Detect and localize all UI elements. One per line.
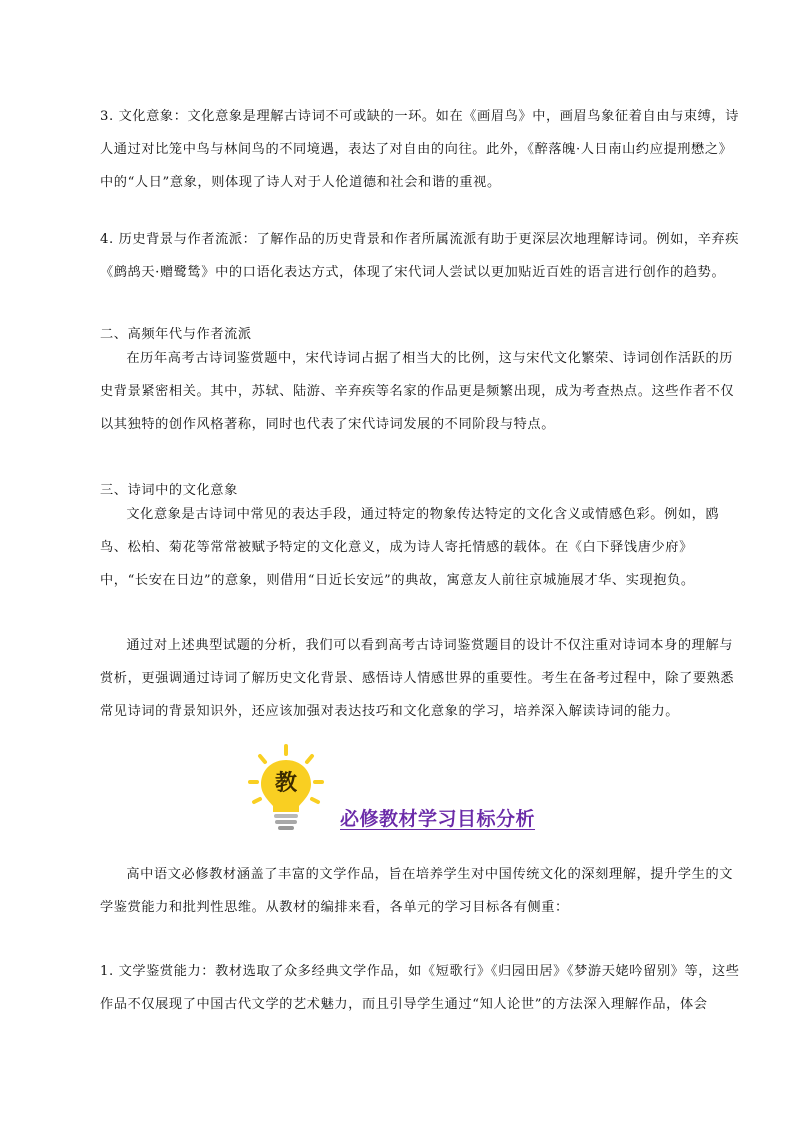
lightbulb-icon bbox=[246, 744, 326, 834]
section-heading-3: 三、诗词中的文化意象 bbox=[100, 483, 238, 498]
paragraph-literary-appreciation: 1. 文学鉴赏能力：教材选取了众多经典文学作品，如《短歌行》《归园田居》《梦游天姥吟留别》等，这些作品不仅展现了中国古代文学的艺术魅力，而且引导学生通过“知人论世”的方法深入理解作品，体会 bbox=[100, 964, 740, 1012]
paragraph-history-school: 4. 历史背景与作者流派：了解作品的历史背景和作者所属流派有助于更深层次地理解诗词。例如，辛弃疾《鹧鸪天·赠鹭鸶》中的口语化表达方式，体现了宋代词人尝试以更加贴近百姓的语言进行创作的趋势。 bbox=[100, 232, 740, 280]
paragraph-cultural-image: 3. 文化意象：文化意象是理解古诗词不可或缺的一环。如在《画眉鸟》中，画眉鸟象征着自由与束缚，诗人通过对比笼中鸟与林间鸟的不同境遇，表达了对自由的向往。此外，《醉落魄·人日南山约应提刑懋之》中的“人日”意象，则体现了诗人对于人伦道德和社会和谐的重视。 bbox=[100, 109, 740, 190]
bulb-character: 教 bbox=[274, 771, 297, 796]
section-banner bbox=[246, 744, 586, 840]
paragraph-textbook-intro: 高中语文必修教材涵盖了丰富的文学作品，旨在培养学生对中国传统文化的深刻理解，提升学生的文学鉴赏能力和批判性思维。从教材的编排来看，各单元的学习目标各有侧重： bbox=[100, 867, 734, 915]
section-heading-2: 二、高频年代与作者流派 bbox=[100, 327, 252, 342]
paragraph-section-2: 在历年高考古诗词鉴赏题中，宋代诗词占据了相当大的比例，这与宋代文化繁荣、诗词创作活跃的历史背景紧密相关。其中，苏轼、陆游、辛弃疾等名家的作品更是频繁出现，成为考查热点。这些作者不仅以其独特的创作风格著称，同时也代表了宋代诗词发展的不同阶段与特点。 bbox=[100, 351, 735, 432]
paragraph-section-3: 文化意象是古诗词中常见的表达手段，通过特定的物象传达特定的文化含义或情感色彩。例如，鸥鸟、松柏、菊花等常常被赋予特定的文化意义，成为诗人寄托情感的载体。在《白下驿饯唐少府》中，“长安在日边”的意象，则借用“日近长安远”的典故，寓意友人前往京城施展才华、实现抱负。 bbox=[100, 507, 720, 588]
paragraph-summary: 通过对上述典型试题的分析，我们可以看到高考古诗词鉴赏题目的设计不仅注重对诗词本身的理解与赏析，更强调通过诗词了解历史文化背景、感悟诗人情感世界的重要性。考生在备考过程中，除了要熟悉常见诗词的背景知识外，还应该加强对表达技巧和文化意象的学习，培养深入解读诗词的能力。 bbox=[100, 638, 735, 719]
banner-title: 必修教材学习目标分析 bbox=[340, 808, 536, 830]
